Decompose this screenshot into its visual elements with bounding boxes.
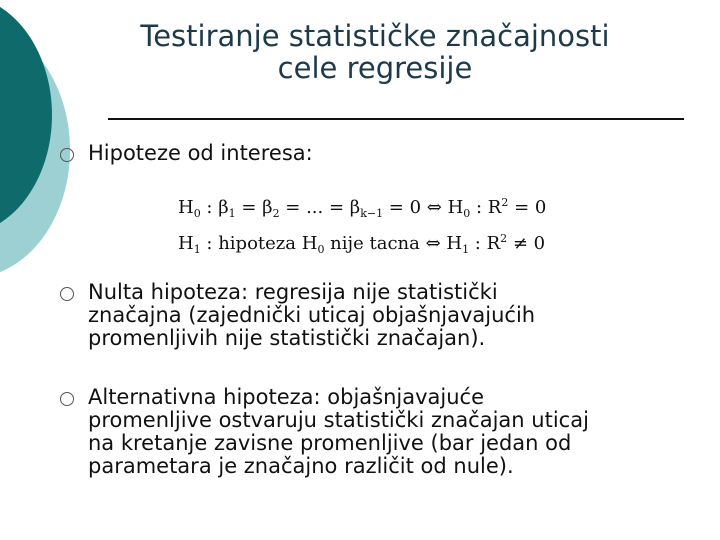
formula-h1: $H_1$ : hipoteza $H_0$ nije tacna ⇔ $H_1$ : $R^2 \ne 0$ — [178, 232, 546, 256]
bullet-text-alternative-hypothesis — [88, 386, 688, 478]
formula-h0: $H_0$ : $\beta_1 = \beta_2$ = ... = $\beta_{k-1} = 0$ ⇔ $H_0$ : $R^2 = 0$ — [178, 196, 547, 220]
bullet-icon — [60, 392, 74, 406]
slide-title — [40, 20, 710, 84]
title-underline — [108, 118, 684, 120]
bullet-line: Hipoteze od interesa: — [88, 141, 313, 165]
title-line-2: cele regresije — [277, 51, 473, 85]
title-line-1: Testiranje statističke značajnosti — [140, 19, 610, 53]
bullet-line: parametara je značajno različit od nule). — [88, 454, 514, 478]
bullet-icon — [60, 287, 74, 301]
bullet-line: promenljivih nije statistički značajan). — [88, 326, 486, 350]
bullet-text-hypotheses — [88, 142, 688, 165]
bullet-line: promenljive ostvaruju statistički značajan uticaj — [88, 408, 589, 432]
bullet-line: značajna (zajednički uticaj objašnjavajućih — [88, 303, 536, 327]
bullet-line: Nulta hipoteza: regresija nije statistički — [88, 280, 498, 304]
bullet-icon — [60, 148, 74, 162]
bullet-line: na kretanje zavisne promenljive (bar jedan od — [88, 431, 572, 455]
bullet-text-null-hypothesis — [88, 281, 688, 350]
bullet-line: Alternativna hipoteza: objašnjavajuće — [88, 385, 485, 409]
